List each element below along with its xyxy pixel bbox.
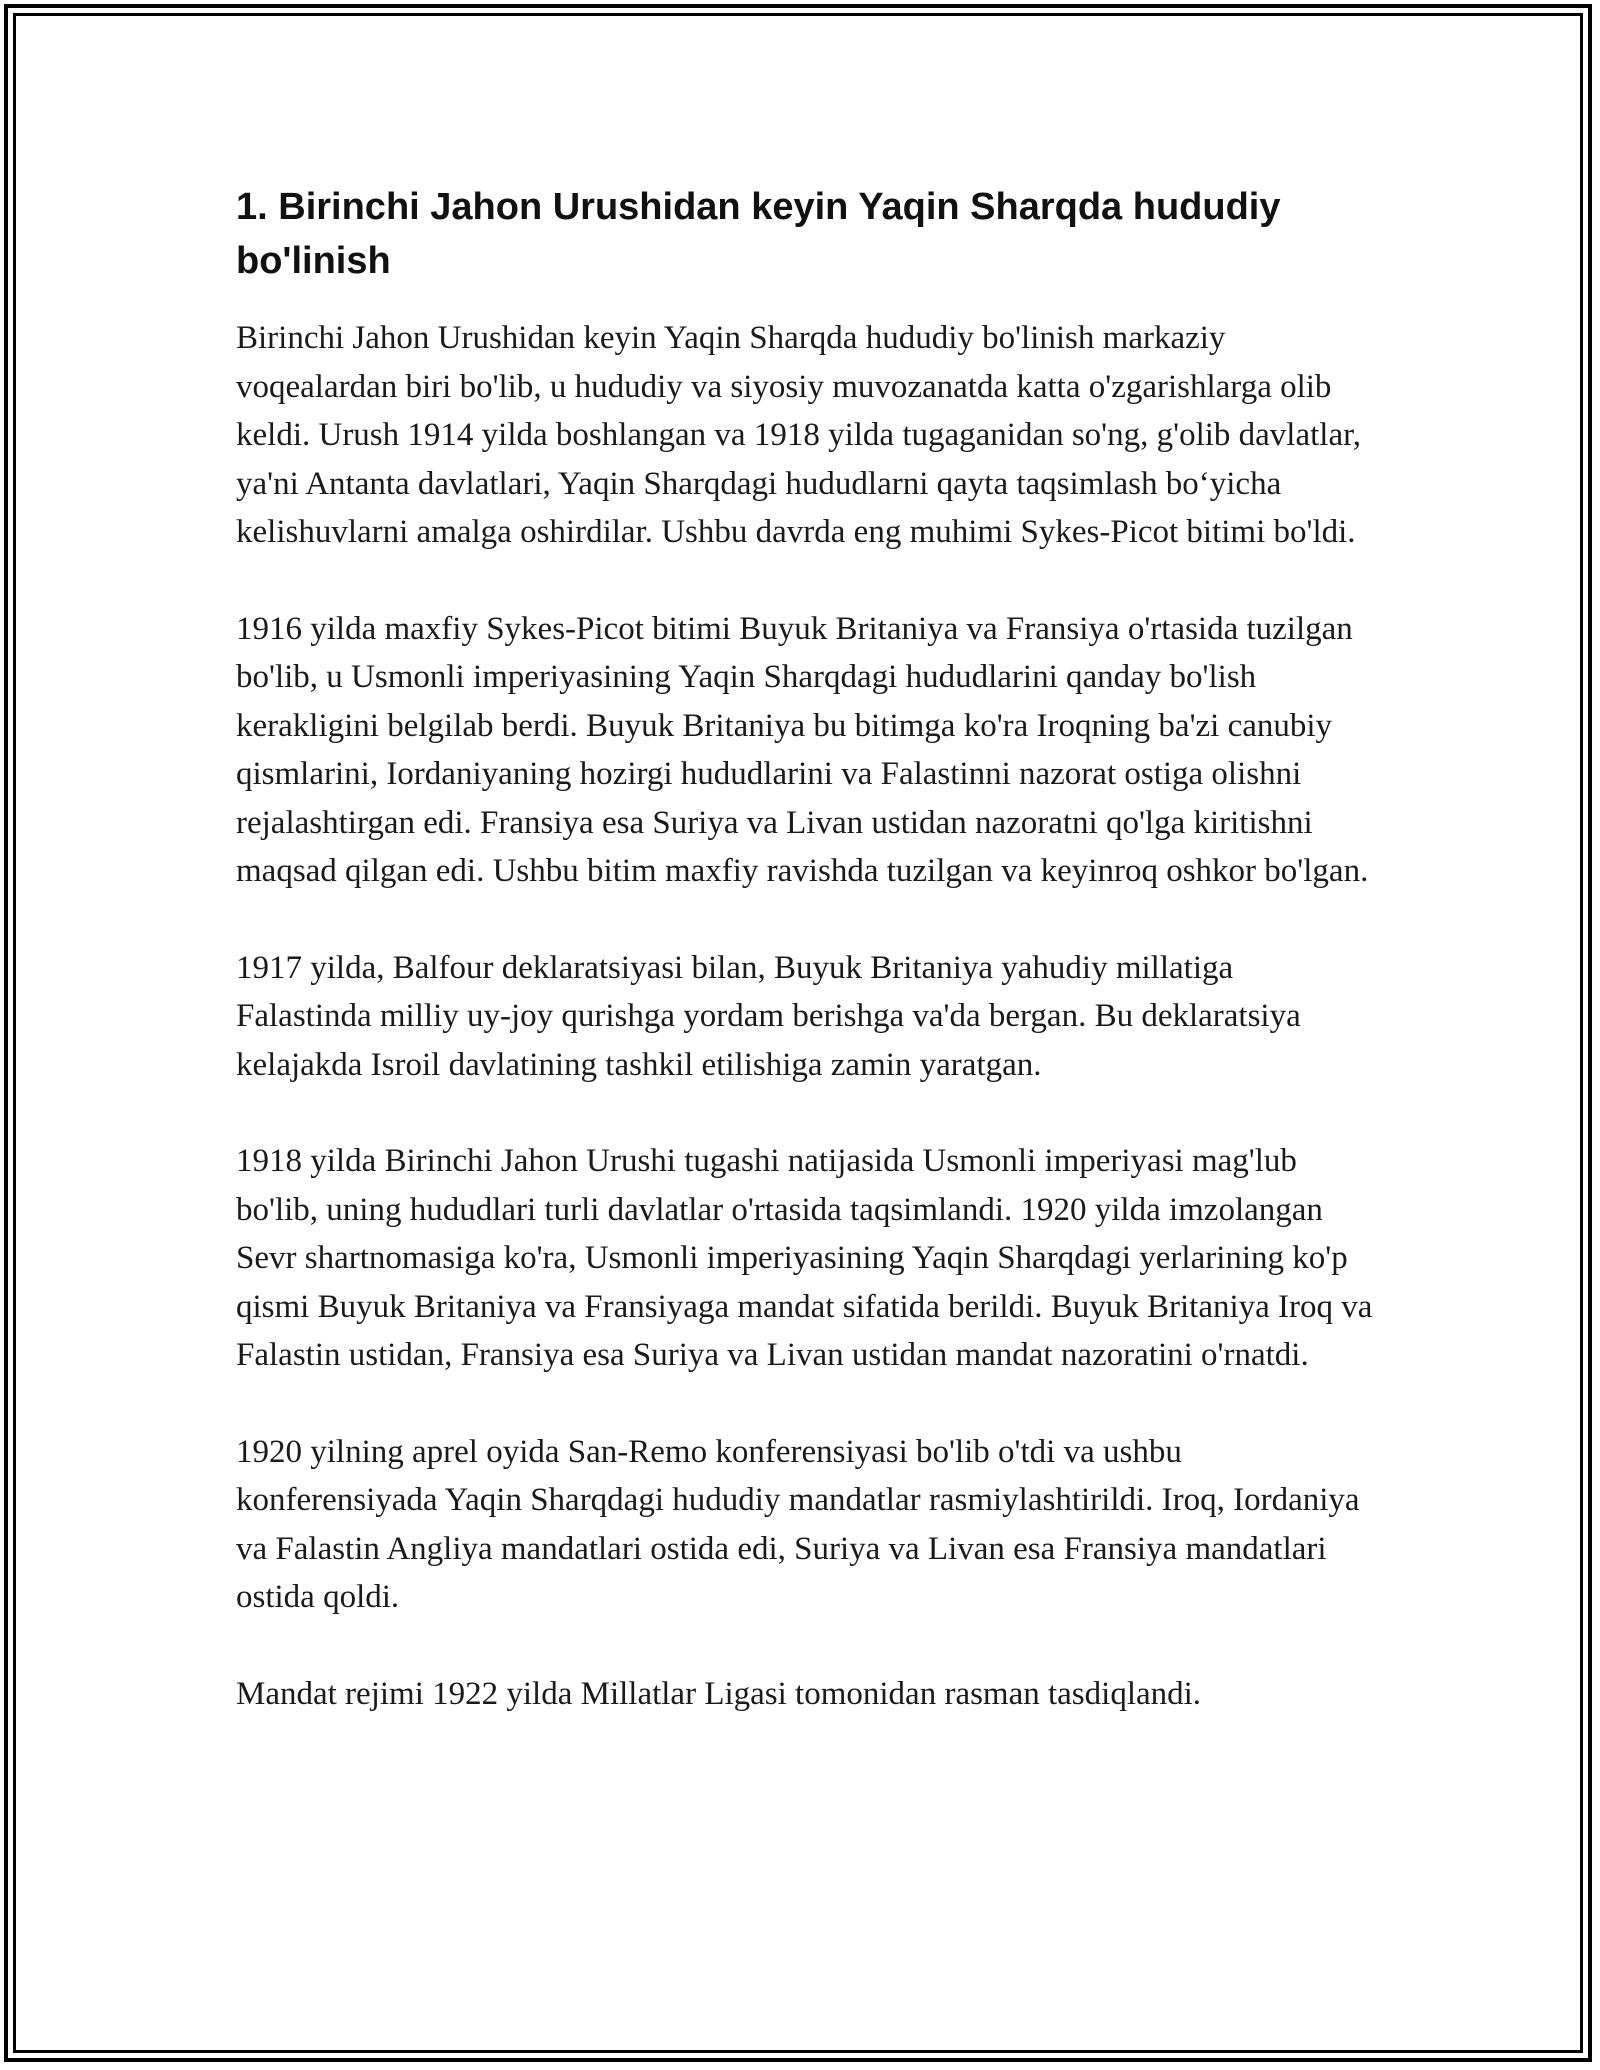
paragraph-mandate-regime: Mandat rejimi 1922 yilda Millatlar Ligasi tomonidan rasman tasdiqlandi. <box>236 1675 1202 1712</box>
paragraph-intro: Birinchi Jahon Urushidan keyin Yaqin Sharqda hududiy bo'linish markaziy voqealardan biri bo'lib, u hududiy va siyosiy muvozanatda katta o'zgarishlarga olib keldi. Urush 1914 yilda boshlangan va 1918 yilda tugaganidan so'ng, g'olib davlatlar, ya'ni Antanta davlatlari, Yaqin Sharqdagi hududlarni qayta taqsimlash bo‘yicha kelishuvlarni amalga oshirdilar. Ushbu davrda eng muhimi Sykes-Picot bitimi bo'ldi. <box>236 320 1362 550</box>
document-title: 1. Birinchi Jahon Urushidan keyin Yaqin Sharqda hududiy bo'linish <box>236 186 1281 282</box>
paragraph-sevr-treaty: 1918 yilda Birinchi Jahon Urushi tugashi natijasida Usmonli imperiyasi mag'lub bo'lib, uning hududlari turli davlatlar o'rtasida taqsimlandi. 1920 yilda imzolangan Sevr shartnomasiga ko'ra, Usmonli imperiyasining Yaqin Sharqdagi yerlarining ko'p qismi Buyuk Britaniya va Fransiyaga mandat sifatida berildi. Buyuk Britaniya Iroq va Falastin ustidan, Fransiya esa Suriya va Livan ustidan mandat nazoratini o'rnatdi. <box>236 1143 1373 1373</box>
paragraph-sykes-picot: 1916 yilda maxfiy Sykes-Picot bitimi Buyuk Britaniya va Fransiya o'rtasida tuzilgan bo'lib, u Usmonli imperiyasining Yaqin Sharqdagi hududlarini qanday bo'lish kerakligini belgilab berdi. Buyuk Britaniya bu bitimga ko'ra Iroqning ba'zi canubiy qismlarini, Iordaniyaning hozirgi hududlarini va Falastinni nazorat ostiga olishni rejalashtirgan edi. Fransiya esa Suriya va Livan ustidan nazoratni qo'lga kiritishni maqsad qilgan edi. Ushbu bitim maxfiy ravishda tuzilgan va keyinroq oshkor bo'lgan. <box>236 610 1369 889</box>
paragraph-balfour: 1917 yilda, Balfour deklaratsiyasi bilan, Buyuk Britaniya yahudiy millatiga Falastinda milliy uy-joy qurishga yordam berishga va'da bergan. Bu deklaratsiya kelajakda Isroil davlatining tashkil etilishiga zamin yaratgan. <box>236 949 1301 1083</box>
document-body <box>236 180 1376 1766</box>
paragraph-san-remo: 1920 yilning aprel oyida San-Remo konferensiyasi bo'lib o'tdi va ushbu konferensiyada Yaqin Sharqdagi hududiy mandatlar rasmiylashtirildi. Iroq, Iordaniya va Falastin Angliya mandatlari ostida edi, Suriya va Livan esa Fransiya mandatlari ostida qoldi. <box>236 1433 1360 1615</box>
